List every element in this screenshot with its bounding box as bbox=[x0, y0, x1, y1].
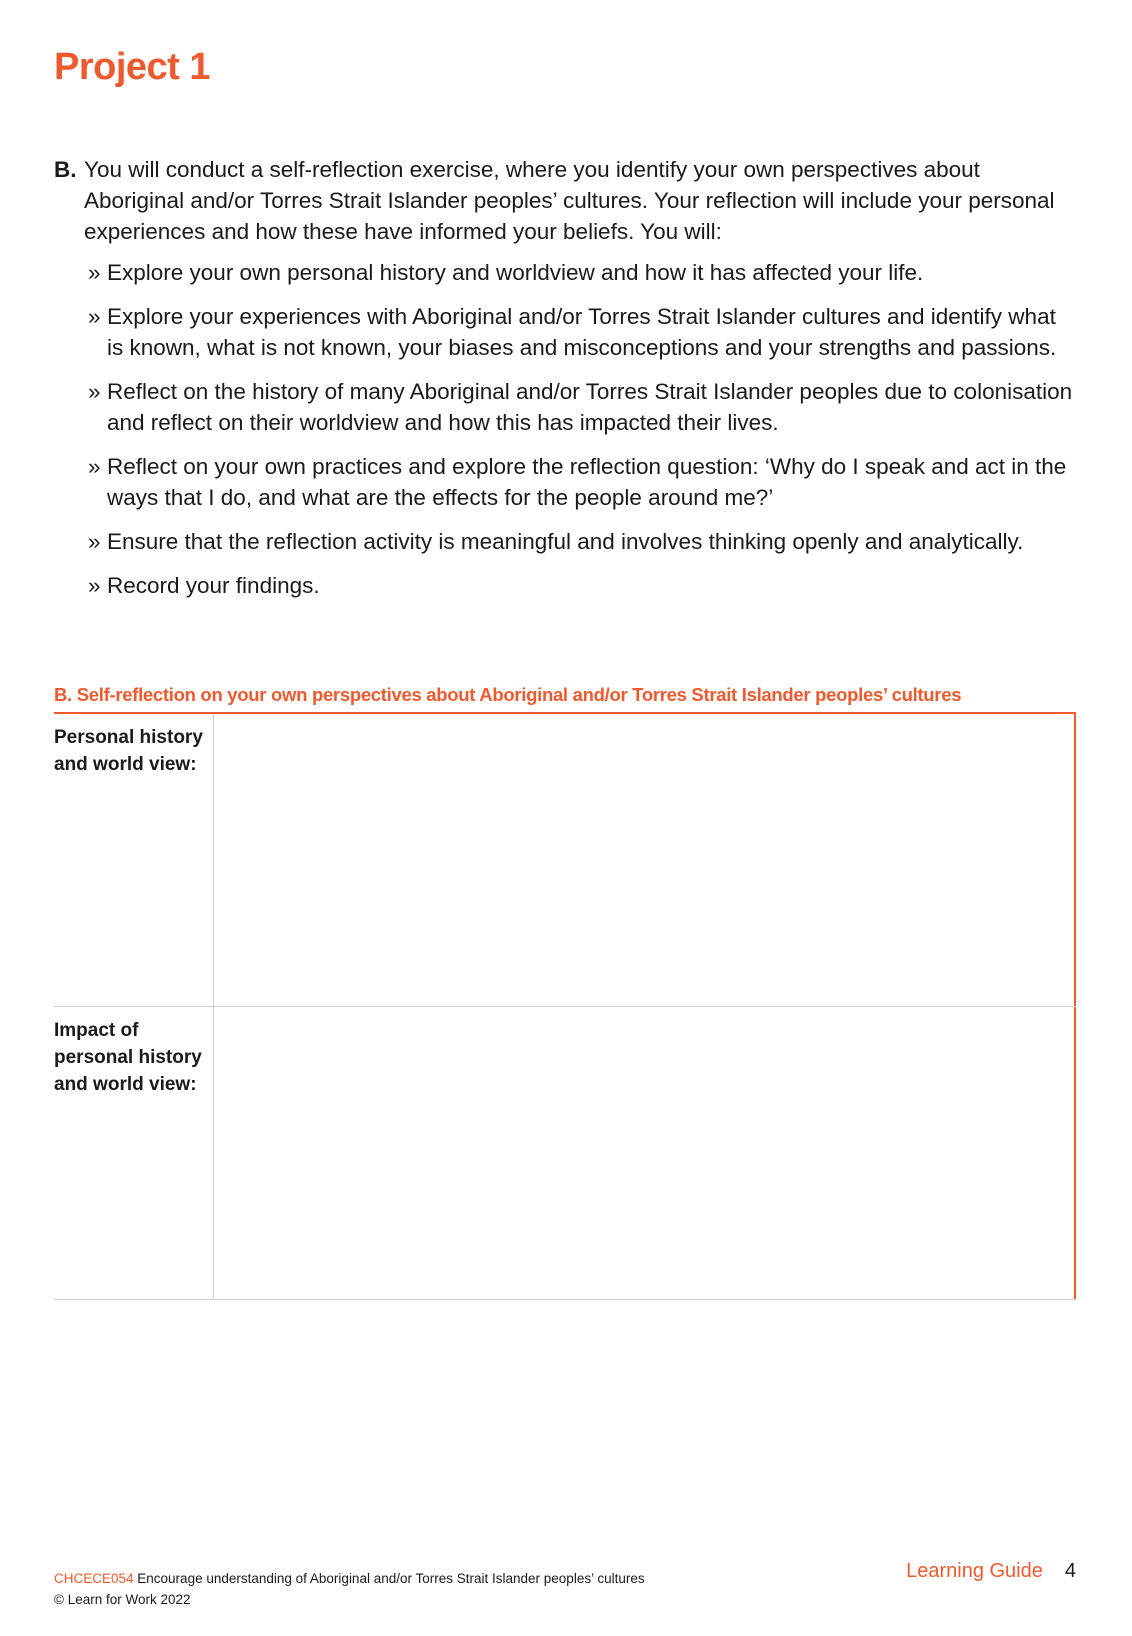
guide-label: Learning Guide bbox=[906, 1560, 1043, 1582]
answer-field-impact[interactable] bbox=[214, 1007, 1076, 1299]
footer-unit-info bbox=[54, 1568, 645, 1610]
list-item: » Record your findings. bbox=[54, 570, 1074, 601]
bullet-marker-icon: » bbox=[88, 379, 101, 404]
bullet-marker-icon: » bbox=[88, 573, 101, 598]
page-number: 4 bbox=[1064, 1560, 1076, 1582]
bullet-marker-icon: » bbox=[88, 529, 101, 554]
copyright: © Learn for Work 2022 bbox=[54, 1592, 191, 1607]
list-item: » Reflect on the history of many Aboriginal and/or Torres Strait Islander peoples due to colonisation and reflect on their worldview and how this has impacted their lives. bbox=[54, 376, 1074, 438]
list-item: » Ensure that the reflection activity is meaningful and involves thinking openly and analytically. bbox=[54, 526, 1074, 557]
section-letter: B. bbox=[54, 157, 77, 182]
section-intro bbox=[54, 154, 1074, 247]
list-item: » Explore your own personal history and worldview and how it has affected your life. bbox=[54, 257, 1074, 288]
table-row bbox=[54, 1007, 1076, 1300]
list-item: » Explore your experiences with Aboriginal and/or Torres Strait Islander cultures and identify what is known, what is not known, your biases and misconceptions and your strengths and passions. bbox=[54, 301, 1074, 363]
answer-field-personal-history[interactable] bbox=[214, 714, 1076, 1006]
unit-code: CHCECE054 bbox=[54, 1571, 134, 1586]
bullet-marker-icon: » bbox=[88, 454, 101, 479]
row-label-impact: Impact of personal history and world view: bbox=[54, 1007, 214, 1299]
table-row bbox=[54, 714, 1076, 1007]
bullet-marker-icon: » bbox=[88, 260, 101, 285]
footer-page-info bbox=[906, 1560, 1076, 1583]
instructions-section bbox=[54, 154, 1074, 614]
instruction-list bbox=[54, 257, 1074, 601]
reflection-table bbox=[54, 712, 1076, 1300]
row-label-personal-history: Personal history and world view: bbox=[54, 714, 214, 1006]
bullet-marker-icon: » bbox=[88, 304, 101, 329]
unit-title: Encourage understanding of Aboriginal and/or Torres Strait Islander peoples’ cultures bbox=[133, 1571, 645, 1586]
page-title: Project 1 bbox=[54, 46, 211, 88]
list-item: » Reflect on your own practices and explore the reflection question: ‘Why do I speak and act in the ways that I do, and what are the effects for the people around me?’ bbox=[54, 451, 1074, 513]
table-heading: B. Self-reflection on your own perspectives about Aboriginal and/or Torres Strait Islander peoples’ cultures bbox=[54, 684, 962, 705]
section-intro-text: You will conduct a self-reflection exercise, where you identify your own perspectives about Aboriginal and/or Torres Strait Islander peoples’ cultures. Your reflection will include your personal experiences and how these have informed your beliefs. You will: bbox=[84, 157, 1055, 244]
